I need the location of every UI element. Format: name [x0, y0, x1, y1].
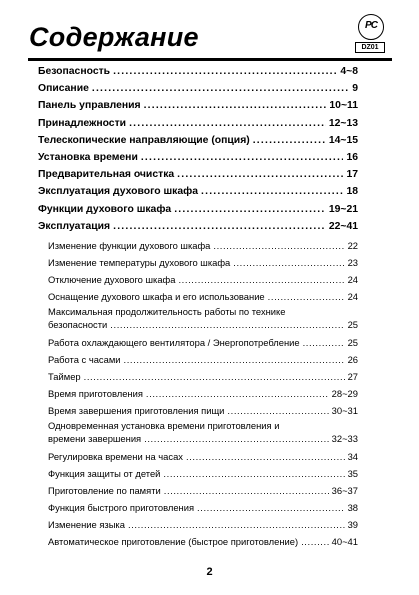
toc-subtitle: Функция защиты от детей [48, 467, 161, 479]
toc-subrow[interactable] [38, 403, 358, 420]
certification-mark [351, 14, 391, 58]
toc-page: 18 [346, 186, 358, 198]
toc-subrow[interactable] [38, 449, 358, 466]
toc-subtitle-line1: Одновременная установка времени приготовления и [48, 419, 280, 431]
toc-subrow[interactable] [38, 466, 358, 483]
toc-subtitle: Изменение функции духового шкафа [48, 239, 211, 251]
toc-page: 9 [352, 83, 358, 95]
toc-subrow[interactable] [38, 500, 358, 517]
dot-leader [303, 335, 345, 350]
toc-subtitle: Автоматическое приготовление (быстрое приготовление) [48, 535, 299, 547]
toc-subtitle: Оснащение духового шкафа и его использование [48, 290, 265, 302]
page-number: 2 [206, 566, 213, 578]
toc-page: 4~8 [340, 66, 358, 77]
toc-page: 12~13 [328, 117, 358, 129]
toc-page: 10~11 [329, 100, 358, 112]
toc-subrow[interactable] [38, 272, 358, 289]
dot-leader [233, 255, 344, 270]
toc-subtitle-line2: времени завершения [48, 432, 142, 444]
toc-page: 19~21 [328, 203, 358, 215]
dot-leader [146, 386, 329, 401]
dot-leader [164, 483, 329, 498]
dot-leader [129, 118, 326, 129]
toc-subtitle: Работа с часами [48, 353, 121, 365]
toc-row[interactable] [38, 135, 358, 152]
toc-subrow-multiline[interactable] [38, 420, 358, 446]
toc-title: Безопасность [38, 66, 111, 77]
toc-page: 28~29 [331, 387, 358, 399]
toc-page: 24 [347, 273, 358, 285]
toc-subtitle-line2: безопасности [48, 318, 108, 330]
toc-title: Функции духового шкафа [38, 203, 172, 215]
toc-page: 27 [347, 370, 358, 382]
dot-leader [178, 272, 344, 287]
toc-row[interactable] [38, 118, 358, 135]
toc-title: Предварительная очистка [38, 169, 175, 181]
toc-page: 22~41 [328, 220, 358, 232]
toc-subrow[interactable] [38, 352, 358, 369]
dot-leader [163, 466, 344, 481]
dot-leader [110, 318, 344, 332]
toc-row[interactable] [38, 83, 358, 100]
dot-leader [197, 500, 345, 515]
title-rule [28, 58, 392, 61]
dot-leader [177, 169, 343, 180]
toc-subrow[interactable] [38, 335, 358, 352]
cert-code: DZ01 [355, 42, 385, 53]
toc-title: Телескопические направляющие (опция) [38, 134, 250, 146]
toc-page: 16 [346, 151, 358, 163]
toc-page: 17 [346, 169, 358, 181]
toc-page: 22 [347, 239, 358, 251]
toc-page: 25 [347, 336, 358, 348]
dot-leader [113, 221, 326, 232]
toc-subtitle: Изменение температуры духового шкафа [48, 256, 231, 268]
cert-mark-text: РС [365, 20, 377, 31]
toc-subtitle: Функция быстрого приготовления [48, 501, 195, 513]
dot-leader [301, 534, 329, 549]
toc-row[interactable] [38, 169, 358, 186]
toc-subrow-multiline[interactable] [38, 306, 358, 332]
dot-leader [227, 403, 328, 418]
dot-leader [268, 289, 345, 304]
toc-title: Эксплуатация [38, 220, 111, 232]
toc-row[interactable] [38, 221, 358, 238]
toc-page: 36~37 [331, 484, 358, 496]
toc-title: Описание [38, 83, 89, 95]
toc-page: 38 [347, 501, 358, 513]
dot-leader [144, 432, 329, 446]
toc-page: 26 [347, 353, 358, 365]
toc-page: 32~33 [331, 432, 358, 444]
toc-page: 23 [347, 256, 358, 268]
toc-subtitle: Работа охлаждающего вентилятора / Энергопотребление [48, 336, 300, 348]
toc-page: 25 [347, 318, 358, 330]
dot-leader [141, 152, 344, 163]
dot-leader [186, 449, 345, 464]
toc-subtitle: Приготовление по памяти [48, 484, 161, 496]
toc-page: 24 [347, 290, 358, 302]
dot-leader [92, 83, 349, 94]
toc-subrow[interactable] [38, 483, 358, 500]
toc-subtitle-line1: Максимальная продолжительность работы по технике [48, 305, 286, 317]
toc-subrow[interactable] [38, 386, 358, 403]
toc-subrow[interactable] [38, 369, 358, 386]
dot-leader [253, 135, 326, 146]
toc-page: 30~31 [331, 404, 358, 416]
toc-subtitle: Время приготовления [48, 387, 143, 399]
dot-leader [84, 369, 345, 384]
dot-leader [113, 66, 337, 77]
dot-leader [213, 238, 344, 253]
toc-title: Панель управления [38, 100, 141, 112]
toc-subrow[interactable] [38, 255, 358, 272]
toc-row[interactable] [38, 152, 358, 169]
toc-title: Установка времени [38, 151, 138, 163]
toc-subtitle: Время завершения приготовления пищи [48, 404, 225, 416]
dot-leader [201, 186, 343, 197]
toc-title: Эксплуатация духового шкафа [38, 186, 199, 198]
toc-page: 35 [347, 467, 358, 479]
toc-page: 14~15 [328, 134, 358, 146]
toc-subrow[interactable] [38, 289, 358, 306]
toc-subrow[interactable] [38, 238, 358, 255]
toc-row[interactable] [38, 66, 358, 83]
toc-subtitle: Изменение языка [48, 518, 125, 530]
dot-leader [174, 204, 326, 215]
toc-row[interactable] [38, 100, 358, 117]
dot-leader [124, 352, 345, 367]
toc-page: 34 [347, 450, 358, 462]
toc-page: 39 [347, 518, 358, 530]
toc-title: Принадлежности [38, 117, 127, 129]
toc-row[interactable] [38, 186, 358, 203]
table-of-contents [38, 66, 358, 551]
toc-subrow[interactable] [38, 534, 358, 551]
toc-subtitle: Отключение духового шкафа [48, 273, 176, 285]
dot-leader [144, 100, 327, 111]
toc-subrow[interactable] [38, 517, 358, 534]
toc-subtitle: Регулировка времени на часах [48, 450, 183, 462]
toc-page: 40~41 [331, 535, 358, 547]
toc-subtitle: Таймер [48, 370, 81, 382]
toc-row[interactable] [38, 204, 358, 221]
page-title: Содержание [29, 22, 199, 52]
dot-leader [128, 517, 345, 532]
